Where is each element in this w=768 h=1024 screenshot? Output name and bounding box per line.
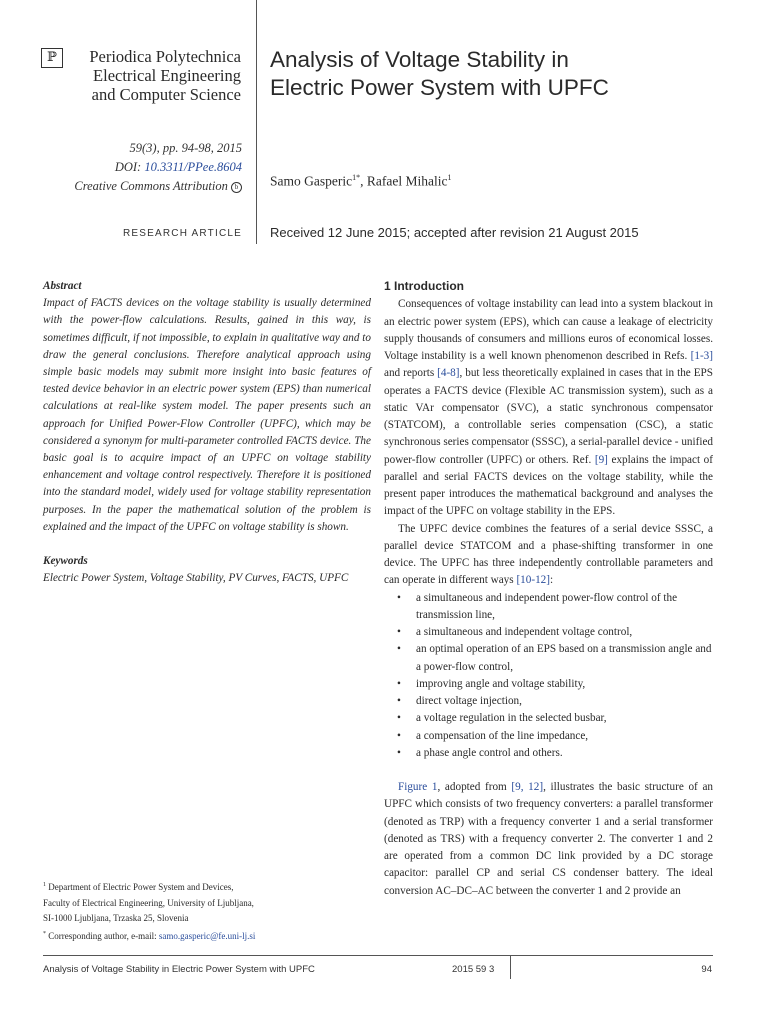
list-item: • direct voltage injection, <box>384 693 713 710</box>
section-heading: 1 Introduction <box>384 279 464 293</box>
keywords-text: Electric Power System, Voltage Stability, PV Curves, FACTS, UPFC <box>43 572 349 585</box>
footer-issue: 2015 59 3 <box>452 964 495 975</box>
list-item: • improving angle and voltage stability, <box>384 676 713 693</box>
doi-line: DOI: 10.3311/PPee.8604 <box>114 160 242 174</box>
paragraph: Figure 1, adopted from [9, 12], illustrates the basic structure of an UPFC which consists of two frequency converters: a parallel transformer (denoted as TRP) with a frequency converter 1 and a serial transformer (denoted as TRS) with a frequency converter 2. The converter 1 and 2 are operated from a common DC link provided by a DC storage capacitor: parallel CP and serial CS condenser battery. The ideal conversion AC–DC–AC between the converter 1 and 2 provide an <box>384 781 713 897</box>
authors: Samo Gasperic$^{1*}$, Rafael Mihalic$^1$ <box>270 173 452 189</box>
list-item: • a simultaneous and independent voltage control, <box>384 624 713 641</box>
email-link[interactable]: samo.gasperic@fe.uni-lj.si <box>158 930 256 941</box>
paper-title-line: Analysis of Voltage Stability in <box>270 47 569 72</box>
paragraph: Consequences of voltage instability can lead into a system blackout in an electric power system (EPS), which can cause a leakage of electricity supply thousands of consumers and millions euros of economical losses. Voltage instability is a well known phenomenon described in Refs. [1-3] and reports [4-8], but less theoretically explained in cases that in the EPS operates a FACTS device (Flexible AC transmission system), such as a static VAr compensator (SVC), a static synchronous compensator (STATCOM), a controllable series compensation (CSC), a static synchronous series compensator (SSSC), a serial-parallel device - unified power-flow controller (UPFC) or others. Ref. [9] explains the impact of parallel and serial FACTS devices on the voltage stability, while the present paper introduces the mathematical background and analyses the impact of the UPFC on voltage stability in the EPS. <box>384 298 714 518</box>
footer-divider <box>43 955 713 956</box>
doi-link[interactable]: 10.3311/PPee.8604 <box>144 160 242 174</box>
paper-title-line: Electric Power System with UPFC <box>270 75 609 100</box>
journal-name <box>89 47 241 104</box>
keywords-heading: Keywords <box>43 555 88 568</box>
abstract-heading: Abstract <box>43 280 82 292</box>
journal-name-line: and Computer Science <box>91 85 241 104</box>
footnote-affiliation: $^1$ Department of Electric Power System and Devices, <box>43 882 234 892</box>
header-divider <box>256 0 257 244</box>
cc-by-icon: b <box>231 182 242 193</box>
footer-tick <box>510 955 511 979</box>
figure-link[interactable]: Figure 1 <box>398 781 438 793</box>
journal-name-line: Periodica Polytechnica <box>89 47 241 66</box>
list-item: • a simultaneous and independent power-flow control of the transmission line, <box>384 590 713 625</box>
list-item: • an optimal operation of an EPS based on a transmission angle and a power-flow control, <box>384 641 713 676</box>
list-item: • a compensation of the line impedance, <box>384 728 713 745</box>
right-column <box>384 278 713 900</box>
reference-link[interactable]: [9] <box>594 453 608 466</box>
footnote-line: Faculty of Electrical Engineering, University of Ljubljana, <box>43 897 254 908</box>
author-name: Samo Gasperic <box>270 173 353 189</box>
footer-title: Analysis of Voltage Stability in Electric Power System with UPFC <box>43 964 315 975</box>
journal-name-line: Electrical Engineering <box>93 66 241 85</box>
journal-logo-icon: ℙ <box>41 48 63 68</box>
article-type: RESEARCH ARTICLE <box>122 228 242 239</box>
reference-link[interactable]: [1-3] <box>690 350 713 362</box>
author-affiliation: 1 <box>447 173 452 182</box>
abstract-text: Impact of FACTS devices on the voltage stability is usually determined with the power-flow calculations. Results, gained in this way, is sometimes difficult, if not impossible, to explain in qualitative way and to draw the general conclusions. Therefore analytical approach using simple basic models may submit more insight into basic features of tested device behavior in an electric power system (EPS) than numerical calculations at real-like system model. The paper presents such an approach for Unified Power-Flow Controller (UPFC), which may be considered a synonym for multi-parameter controlled FACTS device. The basic goal is to acquire impact of an UPFC on voltage stability enhancement and voltage control respectively. Therefore it is positioned into the standard model, widely used for voltage stability representation purposes. In the paper the mathematical solution of the problem is explained and the impact of the UPFC on voltage stability is shown. <box>43 297 371 533</box>
author-affiliation: 1* <box>352 173 361 182</box>
list-item: • a phase angle control and others. <box>384 745 713 762</box>
paper-title <box>270 46 750 102</box>
footnotes <box>43 878 373 944</box>
received-dates: Received 12 June 2015; accepted after revision 21 August 2015 <box>270 225 639 240</box>
paragraph: The UPFC device combines the features of a serial device SSSC, a parallel device STATCOM and a phase-shifting transformer in one device. The UPFC has three independently controllable parameters and can operate in different ways [10-12]: <box>384 522 713 587</box>
reference-link[interactable]: [4-8] <box>437 367 460 380</box>
list-item: • a voltage regulation in the selected busbar, <box>384 710 713 727</box>
reference-link[interactable]: [10-12] <box>516 574 550 587</box>
article-meta <box>74 139 242 196</box>
license-line: Creative Commons Attribution b <box>74 177 242 196</box>
page-number: 94 <box>701 964 712 975</box>
bullet-list <box>384 590 713 763</box>
left-column <box>43 278 371 587</box>
footnote-line: SI-1000 Ljubljana, Trzaska 25, Slovenia <box>43 913 189 923</box>
footnote-corresponding: * Corresponding author, e-mail: samo.gasperic@fe.uni-lj.si <box>43 930 256 941</box>
reference-link[interactable]: [9, 12] <box>511 781 544 793</box>
author-name: Rafael Mihalic <box>366 173 448 189</box>
citation: 59(3), pp. 94-98, 2015 <box>129 141 242 155</box>
